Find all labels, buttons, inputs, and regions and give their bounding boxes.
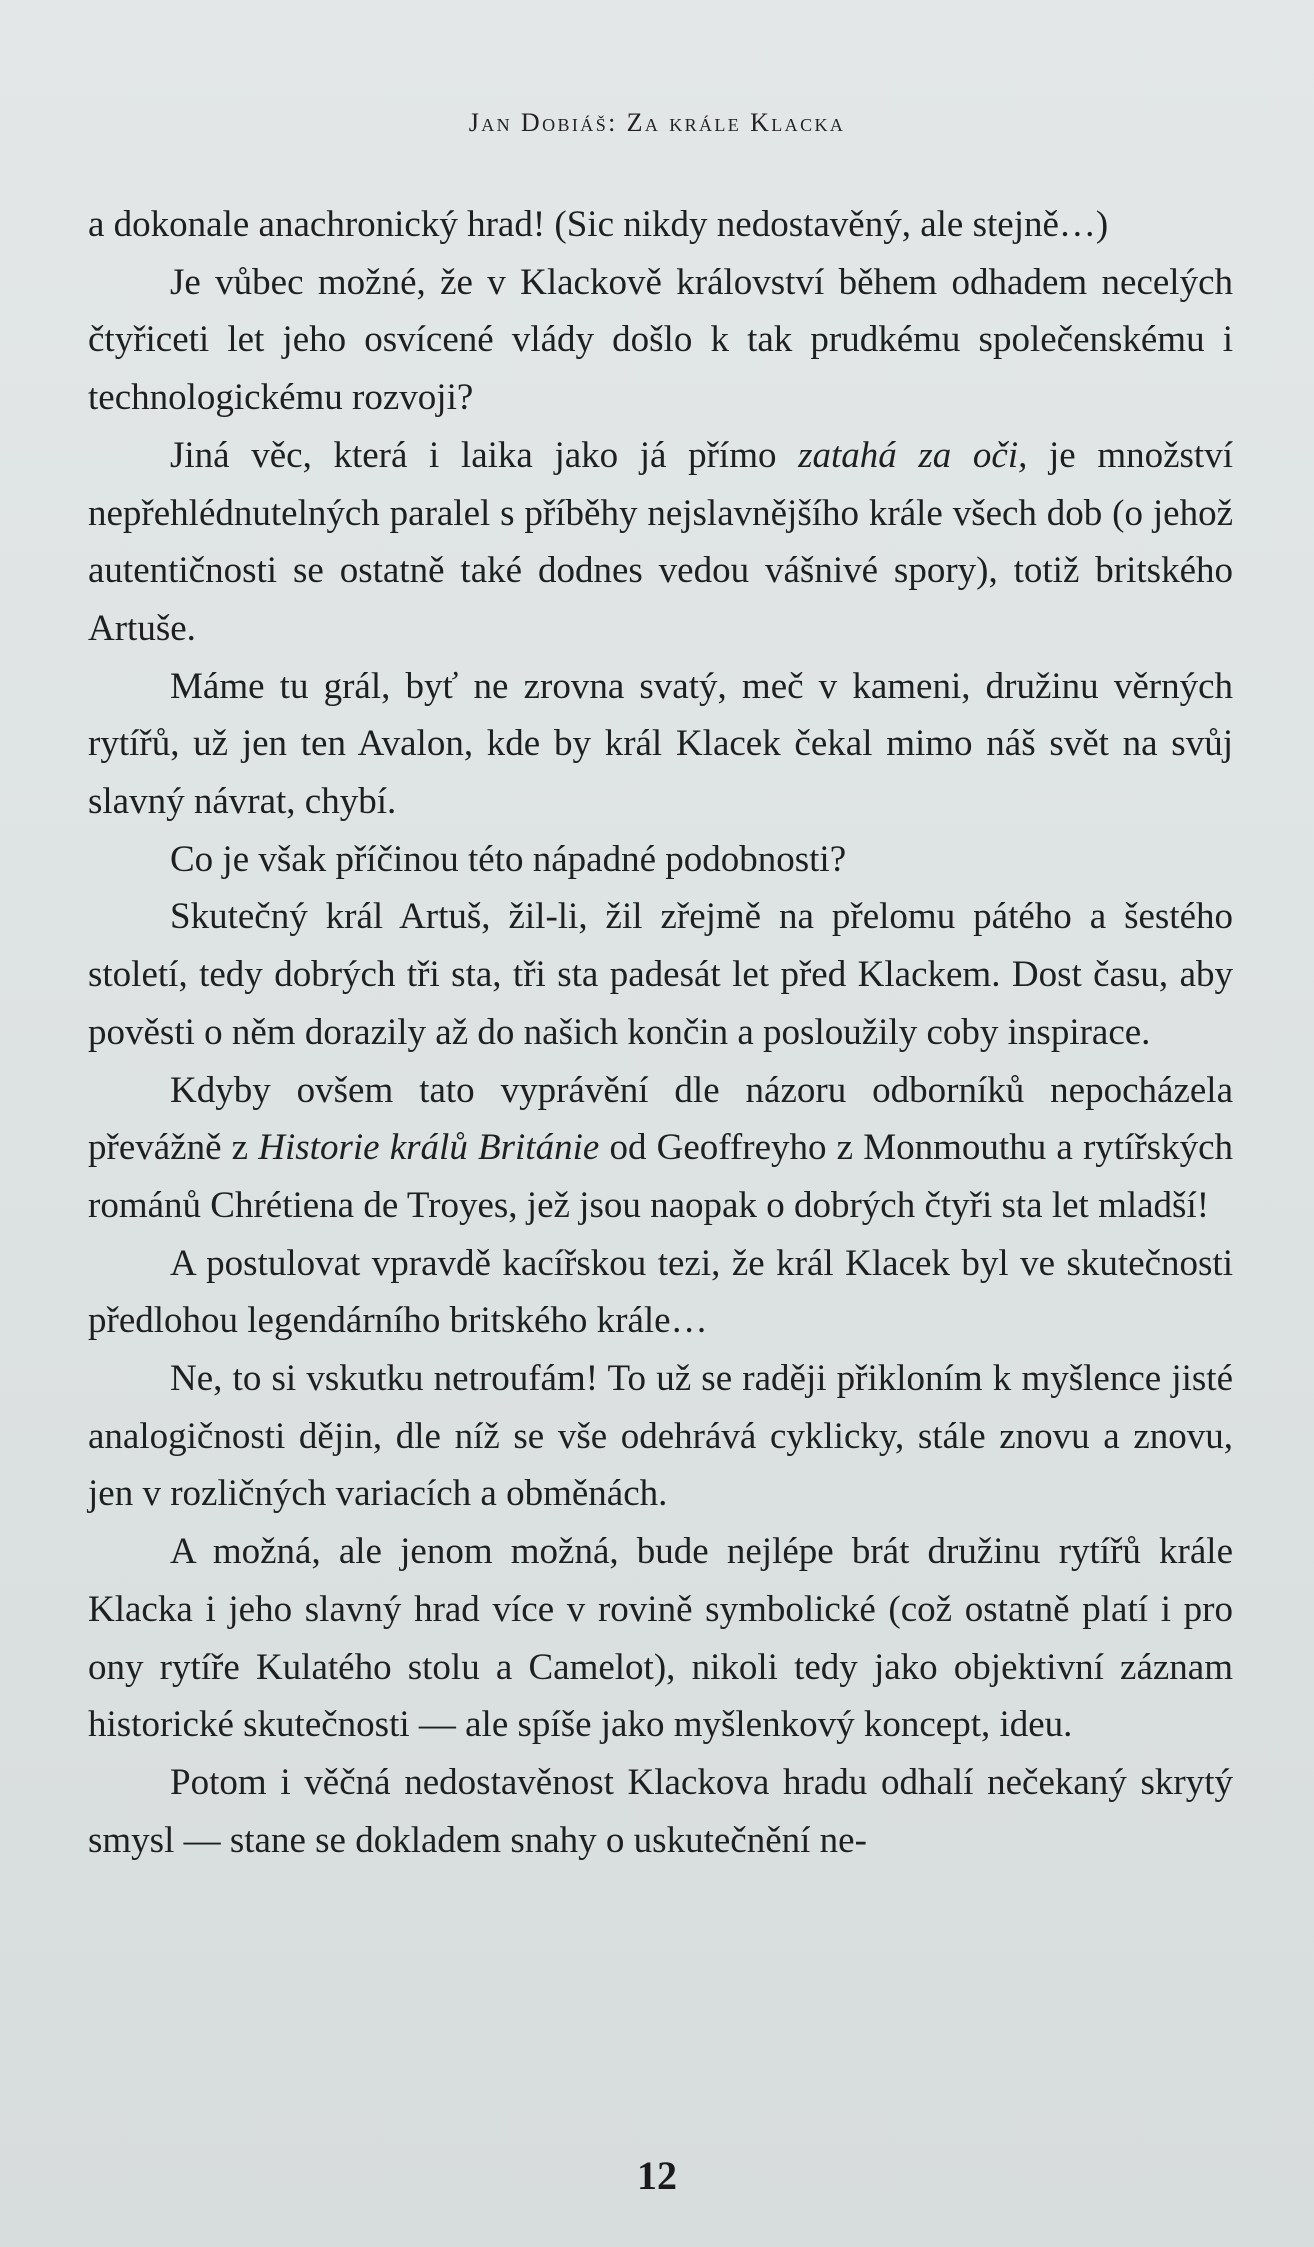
paragraph-text: A postulovat vpravdě kacířskou tezi, že král Klacek byl ve skutečnosti předlohou legendárního britského krále… [88, 1242, 1233, 1342]
paragraph-text: Kdyby ovšem tato vyprávění dle názoru odborníků nepocházela převážně z [88, 1069, 1233, 1169]
paragraph-9 [88, 1350, 1233, 1523]
paragraph-5 [88, 831, 1233, 889]
paragraph-text: Potom i věčná nedostavěnost Klackova hradu odhalí nečekaný skrytý smysl — stane se dokladem snahy o uskutečnění ne- [88, 1761, 1233, 1861]
body-text [88, 196, 1233, 1869]
paragraph-8 [88, 1235, 1233, 1350]
paragraph-text: A možná, ale jenom možná, bude nejlépe brát družinu rytířů krále Klacka i jeho slavný hrad více v rovině symbolické (což ostatně platí i pro ony rytíře Kulatého stolu a Camelot), nikoli tedy jako objektivní záznam historické skutečnosti — ale spíše jako myšlenkový koncept, ideu. [88, 1531, 1233, 1746]
running-head: Jan Dobiáš: Za krále Klacka [468, 108, 846, 137]
paragraph-text: od Geoffreyho z Monmouthu a rytířských románů Chrétiena de Troyes, jež jsou naopak o dobrých čtyři sta let mladší! [88, 1127, 1233, 1226]
paragraph-7 [88, 1062, 1233, 1235]
page-number: 12 [637, 2153, 677, 2198]
italic-phrase: zatahá za oči, [798, 434, 1028, 476]
paragraph-text: Ne, to si vskutku netroufám! To už se raději přikloním k myšlence jisté analogičnosti dějin, dle níž se vše odehrává cyklicky, stále znovu a znovu, jen v rozličných variacích a obměnách. [88, 1358, 1233, 1515]
paragraph-10 [88, 1523, 1233, 1754]
paragraph-text: a dokonale anachronický hrad! (Sic nikdy nedostavěný, ale stejně…) [88, 204, 1109, 245]
paragraph-text: Jiná věc, která i laika jako já přímo [170, 434, 799, 476]
paragraph-11 [88, 1754, 1233, 1869]
paragraph-text: Co je však příčinou této nápadné podobnosti? [170, 838, 847, 880]
paragraph-4 [88, 658, 1233, 831]
italic-book-title: Historie králů Británie [258, 1127, 600, 1169]
paragraph-1 [88, 196, 1233, 254]
paragraph-text: je množství nepřehlédnutelných paralel s příběhy nejslavnějšího krále všech dob (o jehož autentičnosti se ostatně také dodnes vedou vášnivé spory), totiž britského Artuše. [88, 434, 1233, 649]
paragraph-text: Je vůbec možné, že v Klackově království během odhadem necelých čtyřiceti let jeho osvícené vlády došlo k tak prudkému společenskému i technologickému rozvoji? [88, 261, 1233, 419]
paragraph-6 [88, 888, 1233, 1061]
paragraph-text: Máme tu grál, byť ne zrovna svatý, meč v kameni, družinu věrných rytířů, už jen ten Avalon, kde by král Klacek čekal mimo náš svět na svůj slavný návrat, chybí. [88, 665, 1233, 823]
paragraph-text: Skutečný král Artuš, žil-li, žil zřejmě na přelomu pátého a šestého století, tedy dobrých tři sta, tři sta padesát let před Klackem. Dost času, aby pověsti o něm dorazily až do našich končin a posloužily coby inspirace. [88, 896, 1233, 1053]
paragraph-3 [88, 427, 1233, 658]
paragraph-2 [88, 254, 1233, 427]
